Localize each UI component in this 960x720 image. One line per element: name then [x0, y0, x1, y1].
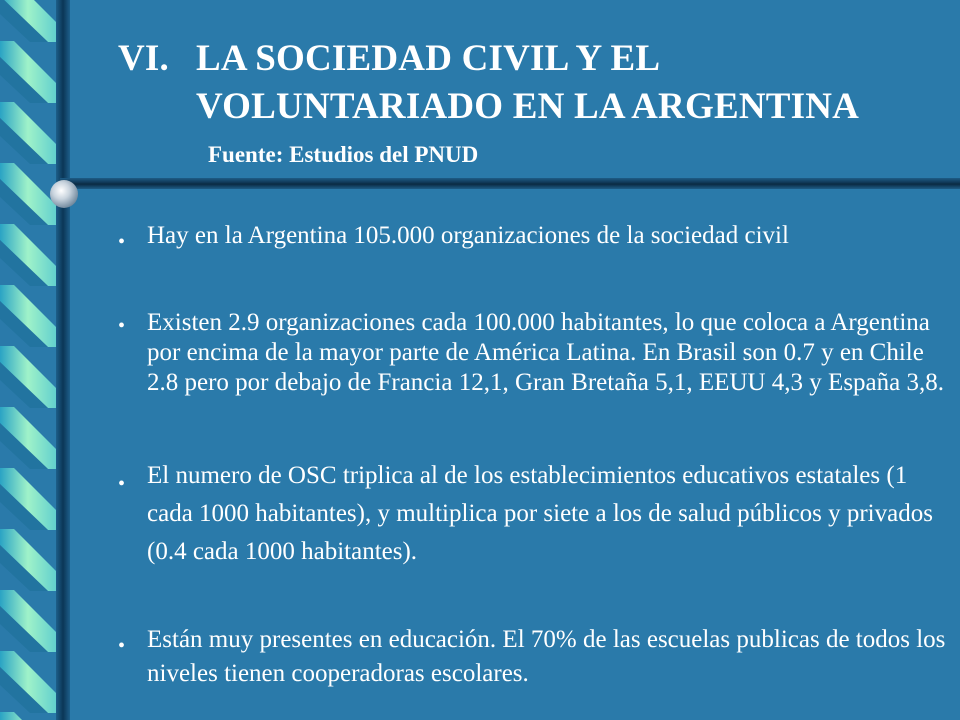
- title-line-2: VOLUNTARIADO EN LA ARGENTINA: [196, 86, 860, 127]
- title-line-1: LA SOCIEDAD CIVIL Y EL: [196, 38, 661, 79]
- bullet-text: Existen 2.9 organizaciones cada 100.000 habitantes, lo que coloca a Argentina por encima de la mayor parte de América Latina. En Brasil son 0.7 y en Chile 2.8 pero por debajo de Francia 12,1, Gran Bretaña 5,1, EEUU 4,3 y España 3,8.: [147, 309, 944, 396]
- title-divider-bar: [60, 178, 960, 189]
- bullet-item: [118, 308, 948, 398]
- bullet-item: [118, 217, 948, 254]
- bullet-text: Hay en la Argentina 105.000 organizaciones de la sociedad civil: [147, 222, 789, 249]
- source-subtitle: Fuente: Estudios del PNUD: [208, 142, 479, 167]
- bullet-icon: •: [118, 473, 126, 495]
- ribbon-spine: [56, 0, 70, 720]
- bullet-item: [118, 623, 948, 691]
- ribbon-segment: [0, 712, 62, 720]
- bullet-icon: •: [118, 315, 126, 337]
- bullet-icon: •: [118, 231, 126, 253]
- decorative-ribbon-strip: [0, 0, 80, 720]
- bullet-item: [118, 457, 948, 571]
- bullet-icon: •: [118, 635, 126, 657]
- bullet-text: El numero de OSC triplica al de los establecimientos educativos estatales (1 cada 1000 habitantes), y multiplica por siete a los de salud públicos y privados (0.4 cada 1000 habitantes).: [147, 462, 933, 565]
- section-number: VI.: [118, 38, 169, 79]
- divider-knob-icon: [50, 180, 78, 208]
- bullet-text: Están muy presentes en educación. El 70% de las escuelas publicas de todos los niveles tienen cooperadoras escolares.: [147, 626, 946, 687]
